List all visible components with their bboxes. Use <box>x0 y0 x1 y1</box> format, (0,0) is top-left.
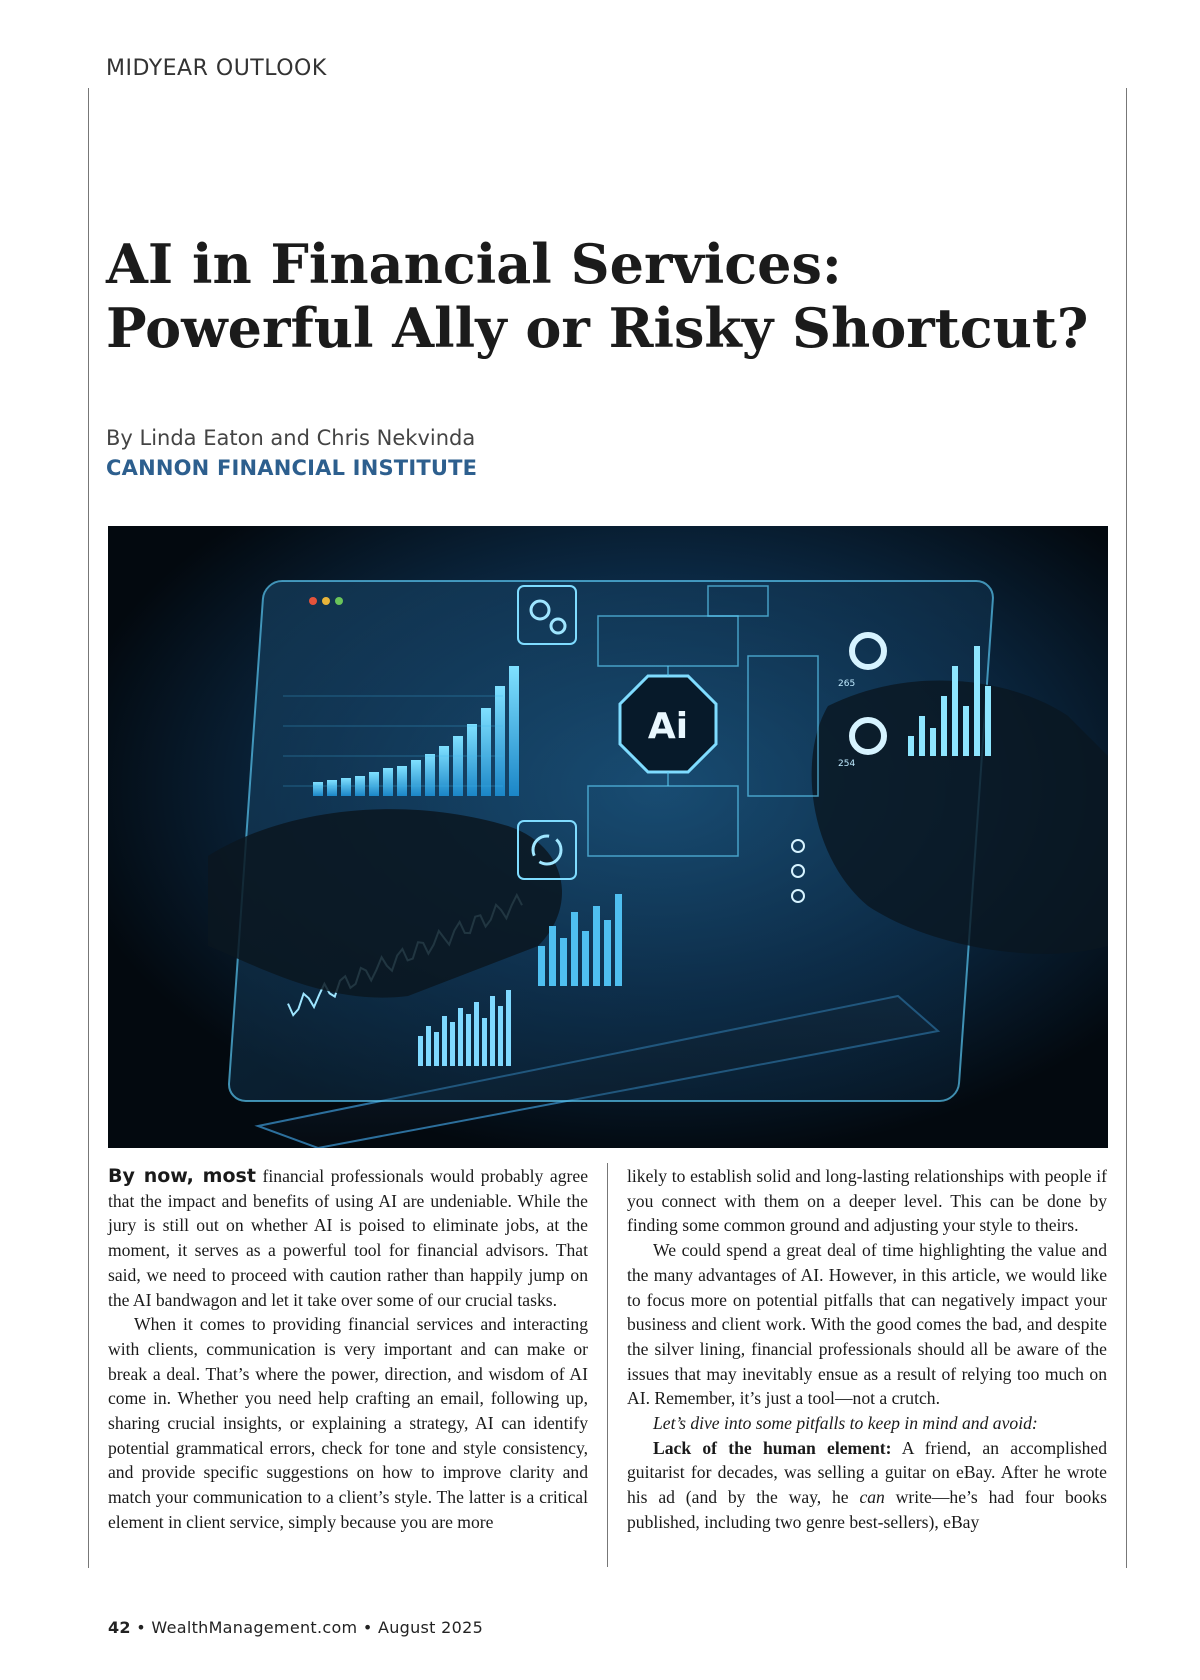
decorative-bar <box>327 780 337 796</box>
article-column-2 <box>627 1164 1107 1535</box>
decorative-bar <box>411 760 421 796</box>
decorative-bar <box>434 1032 439 1066</box>
article-title-line-2: Powerful Ally or Risky Shortcut? <box>106 296 1089 360</box>
decorative-bar <box>313 782 323 796</box>
column-divider-rule <box>607 1163 608 1567</box>
window-dot-green <box>335 597 343 605</box>
article-title <box>106 232 1088 360</box>
byline: By Linda Eaton and Chris Nekvinda <box>106 426 476 450</box>
ai-chip <box>620 676 716 772</box>
article-column-1 <box>108 1164 588 1535</box>
donut-1-readout: 265 <box>838 679 856 689</box>
decorative-bar <box>985 686 991 756</box>
decorative-bar <box>509 666 519 796</box>
decorative-bar <box>458 1008 463 1066</box>
decorative-bar <box>549 926 556 986</box>
article-title-line-1: AI in Financial Services: <box>106 232 842 296</box>
decorative-bar <box>341 778 351 796</box>
decorative-bar <box>952 666 958 756</box>
decorative-bar <box>919 716 925 756</box>
pitfalls-intro: Let’s dive into some pitfalls to keep in mind and avoid: <box>653 1413 1038 1434</box>
decorative-bar <box>397 766 407 796</box>
decorative-bar <box>974 646 980 756</box>
paragraph: Lack of the human element: A friend, an accomplished guitarist for decades, was selling a guitar on eBay. After he wrote his ad (and by the way, he can write—he’s had four books published, including two genre best-sellers), eBay <box>627 1437 1107 1532</box>
hero-image <box>108 526 1108 1148</box>
decorative-bar <box>604 920 611 986</box>
paragraph: likely to establish solid and long-lasting relationships with people if you connect with them on a deeper level. This can be done by finding some common ground and adjusting your style to theirs. <box>627 1166 1107 1236</box>
decorative-bar <box>467 724 477 796</box>
window-dot-red <box>309 597 317 605</box>
decorative-bar <box>615 894 622 986</box>
footer-date: August 2025 <box>377 1618 484 1637</box>
decorative-bar <box>383 768 393 796</box>
page-footer: 42 • WealthManagement.com • August 2025 <box>108 1618 484 1637</box>
decorative-bar <box>538 946 545 986</box>
decorative-bar <box>571 912 578 986</box>
paragraph: By now, most financial professionals would probably agree that the impact and benefits of using AI are undeniable. While the jury is still out on whether AI is poised to eliminate jobs, at the moment, it serves as a powerful tool for financial advisors. That said, we need to proceed with caution rather than happily jump on the AI bandwagon and let it take over some of our crucial tasks. <box>108 1165 588 1310</box>
decorative-bar <box>908 736 914 756</box>
decorative-bar <box>498 1006 503 1066</box>
left-margin-rule <box>88 88 89 1568</box>
decorative-bar <box>963 706 969 756</box>
decorative-bar <box>474 1002 479 1066</box>
decorative-bar <box>495 686 505 796</box>
lead-in-text: By now, most <box>108 1165 256 1187</box>
paragraph: We could spend a great deal of time highlighting the value and the many advantages of AI. However, in this article, we would like to focus more on potential pitfalls that can negatively impact your business and client work. With the good comes the bad, and despite the silver lining, financial professionals should all be aware of the issues that may inevitably ensue as a result of relying too much on AI. Remember, it’s just a tool—not a crutch. <box>627 1240 1107 1409</box>
decorative-bar <box>482 1018 487 1066</box>
decorative-bar <box>426 1026 431 1066</box>
right-margin-rule <box>1126 88 1127 1568</box>
section-label: MIDYEAR OUTLOOK <box>106 56 327 81</box>
decorative-bar <box>466 1014 471 1066</box>
decorative-bar <box>450 1022 455 1066</box>
window-dot-yellow <box>322 597 330 605</box>
decorative-bar <box>506 990 511 1066</box>
donut-2-readout: 254 <box>838 759 856 769</box>
decorative-bar <box>439 746 449 796</box>
decorative-bar <box>369 772 379 796</box>
ai-chip-label: Ai <box>647 706 689 747</box>
author-organization: CANNON FINANCIAL INSTITUTE <box>106 456 478 480</box>
decorative-bar <box>481 708 491 796</box>
subhead-human-element: Lack of the human element: <box>653 1437 892 1458</box>
decorative-bar <box>425 754 435 796</box>
paragraph: When it comes to providing financial services and interacting with clients, communication is very important and can make or break a deal. That’s where the power, direction, and wisdom of AI come in. Whether you need help crafting an email, following up, sharing crucial insights, or explaining a strategy, AI can identify potential grammatical errors, check for tone and style consistency, and provide specific suggestions on how to improve clarity and match your communication to a client’s style. The latter is a critical element in client service, simply because you are more <box>108 1314 588 1532</box>
decorative-bar <box>560 938 567 986</box>
decorative-bar <box>453 736 463 796</box>
decorative-bar <box>582 931 589 986</box>
decorative-bar <box>418 1036 423 1066</box>
decorative-bar <box>593 906 600 986</box>
footer-site: WealthManagement.com <box>151 1618 358 1637</box>
decorative-bar <box>930 728 936 756</box>
decorative-bar <box>442 1016 447 1066</box>
page-number: 42 <box>108 1618 131 1637</box>
decorative-bar <box>941 696 947 756</box>
decorative-bar <box>490 996 495 1066</box>
